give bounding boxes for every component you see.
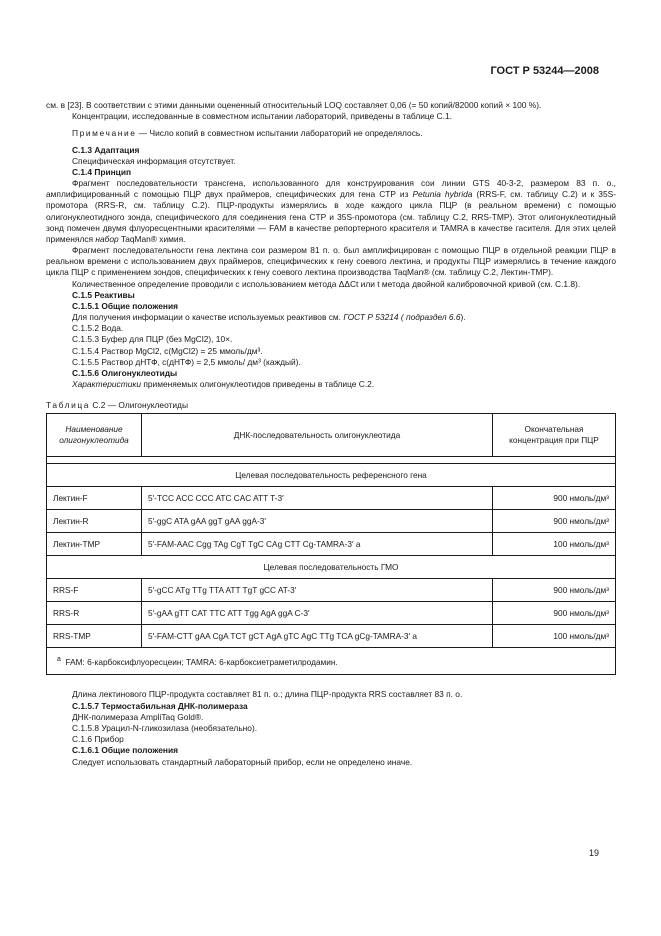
heading-c157: С.1.5.7 Термостабильная ДНК-полимераза (72, 700, 248, 711)
footnote-text: FAM: 6-карбоксифлуоресцеин; TAMRA: 6-карбоксиетраметилродамин. (65, 656, 338, 667)
cell-name: Лектин-R (47, 510, 142, 533)
heading-c151: С.1.5.1 Общие положения (72, 300, 178, 311)
heading-c161: С.1.6.1 Общие положения (72, 745, 178, 756)
page-body (46, 100, 616, 768)
table-section-row (47, 464, 616, 487)
oligonucleotide-table (46, 413, 616, 675)
table-row (47, 510, 616, 533)
c14-text-2: (RRS-F, см. таблицу С.2) и к 35S-промотора (RRS-R, см. таблицу С.2). ПЦР-продукты измерялись в ходе каждого цикла ПЦР (в реальном времени) с помощью олигонуклеотидного зонда, специфического для соединения гена CTP и 35S-промотора (см. таблицу С.2, RRS-TMP). Этот олигонуклеотидный зонд помечен двумя флуоресцентными красителями — FAM в качестве репортерного красителя и TAMRA в качестве гасителя. Для этих целей применялся (46, 189, 616, 244)
table-caption-text: С.2 — Олигонуклеотиды (90, 400, 188, 411)
table-footnote-row (47, 648, 616, 675)
item-c153: С.1.5.3 Буфер для ПЦР (без MgCl2), 10×. (72, 334, 233, 345)
note-label: Примечание (72, 128, 137, 139)
paragraph-c14-quant: Количественное определение проводили с использованием метода ΔΔCt или t метода двойной калибровочной кривой (см. С.1.8). (72, 278, 581, 289)
item-c158: С.1.5.8 Урацил-N-гликозилаза (необязательно). (72, 722, 258, 733)
paragraph-product-length: Длина лектинового ПЦР-продукта составляет 81 п. о.; длина ПЦР-продукта RRS составляет 83 п. о. (72, 689, 463, 700)
paragraph-c13: Специфическая информация отсутствует. (72, 155, 236, 166)
item-c155: С.1.5.5 Раствор дНТФ, c(дНТФ) = 2,5 ммоль/ дм³ (каждый). (72, 356, 301, 367)
cell-name: RRS-F (47, 579, 142, 602)
note (72, 128, 616, 139)
cell-sequence: 5′-gCC ATg TTg TTA ATT TgT gCC AT-3′ (142, 579, 493, 602)
section-reference-gene: Целевая последовательность референсного гена (47, 464, 616, 487)
paragraph-c156 (72, 379, 616, 390)
cell-concentration: 100 нмоль/дм³ (493, 625, 616, 648)
header-name: Наименование олигонуклеотида (47, 414, 142, 457)
footnote-mark: a (57, 656, 61, 664)
cell-concentration: 900 нмоль/дм³ (493, 487, 616, 510)
cell-name: Лектин-TMP (47, 533, 142, 556)
c156-text: применяемых олигонуклеотидов приведены в таблице С.2. (141, 379, 375, 390)
cell-concentration: 100 нмоль/дм³ (493, 533, 616, 556)
cell-sequence: 5′-ggC ATA gAA ggT gAA ggA-3′ (142, 510, 493, 533)
table-header-row (47, 414, 616, 457)
paragraph-c151 (72, 312, 616, 323)
cell-sequence: 5′-FAM-CTT gAA CgA TCT gCT AgA gTC AgC TTg TCA gCg-TAMRA-3′ a (142, 625, 493, 648)
note-text: — Число копий в совместном испытании лабораторий не определялось. (136, 128, 423, 139)
table-caption-label: Таблица (46, 400, 91, 411)
cell-name: Лектин-F (47, 487, 142, 510)
table-row (47, 579, 616, 602)
table-section-row (47, 556, 616, 579)
table-spacer (47, 457, 616, 464)
cell-name: RRS-R (47, 602, 142, 625)
cell-concentration: 900 нмоль/дм³ (493, 602, 616, 625)
paragraph-concentrations: Концентрации, исследованные в совместном испытании лабораторий, приведены в таблице С.1. (72, 111, 452, 122)
c14-text-1: Фрагмент последовательности трансгена, использованного для конструирования сои линии GTS 40-3-2, размером 83 п. о., амплифицированный с помощью ПЦР двух праймеров, специфических для гена CTP из (46, 178, 616, 200)
heading-c15: С.1.5 Реактивы (72, 289, 135, 300)
table-caption (46, 400, 616, 411)
cell-name: RRS-TMP (47, 625, 142, 648)
heading-c16: С.1.6 Прибор (72, 734, 124, 745)
item-c154: С.1.5.4 Раствор MgCl2, c(MgCl2) = 25 ммоль/дм³. (72, 345, 263, 356)
heading-c14: С.1.4 Принцип (72, 166, 132, 177)
table-footnote (47, 648, 616, 675)
table-row (47, 533, 616, 556)
cell-concentration: 900 нмоль/дм³ (493, 579, 616, 602)
cell-sequence: 5′-gAA gTT CAT TTC ATT Tgg AgA ggA C-3′ (142, 602, 493, 625)
heading-c13: С.1.3 Адаптация (72, 144, 140, 155)
heading-c156: С.1.5.6 Олигонуклеотиды (72, 367, 178, 378)
c151-end: ). (460, 312, 466, 323)
c14-kit: набор (95, 233, 119, 244)
paragraph-c161: Следует использовать стандартный лабораторный прибор, если не определено иначе. (72, 756, 413, 767)
table-row (47, 487, 616, 510)
cell-concentration: 900 нмоль/дм³ (493, 510, 616, 533)
paragraph-c14-transgene (46, 178, 616, 245)
paragraph-loq: см. в [23]. В соответствии с этими данными оцененный относительный LOQ составляет 0,06 (= 50 копий/82000 копий × 100 %). (46, 100, 542, 110)
c151-text: Для получения информации о качестве используемых реактивов см. (72, 312, 344, 323)
paragraph-c157: ДНК-полимераза AmpliTaq Gold®. (72, 711, 204, 722)
section-gmo: Целевая последовательность ГМО (47, 556, 616, 579)
document-standard-number: ГОСТ Р 53244—2008 (490, 65, 599, 77)
header-concentration: Окончательная концентрация при ПЦР (493, 414, 616, 457)
table-row (47, 602, 616, 625)
page-number: 19 (588, 848, 599, 858)
header-sequence: ДНК-последовательность олигонуклеотида (142, 414, 493, 457)
cell-sequence: 5′-FAM-AAC Cgg TAg CgT TgC CAg CTT Cg-TAMRA-3′ a (142, 533, 493, 556)
c14-text-3: TaqMan® химия. (118, 233, 186, 244)
paragraph-c14-lectin: Фрагмент последовательности гена лектина сои размером 81 п. о. был амплифицирован с помощью ПЦР в отдельной реакции ПЦР в реальном времени с использованием двух праймеров, специфических к гену соевого лектина, и продукты ПЦР измерялись в течение каждого цикла ПЦР с применением зондов, специфических к гену соевого лектина производства TaqMan® (см. таблицу С.2, Лектин-TMP). (46, 245, 616, 278)
c14-species: Petunia hybrida (412, 189, 473, 200)
cell-sequence: 5′-TCC ACC CCC ATC CAC ATT T-3′ (142, 487, 493, 510)
table-row (47, 625, 616, 648)
c156-italic: Характеристики (72, 379, 141, 390)
c151-reference: ГОСТ Р 53214 ( подраздел 6.6 (343, 312, 461, 323)
item-c152: С.1.5.2 Вода. (72, 323, 124, 334)
